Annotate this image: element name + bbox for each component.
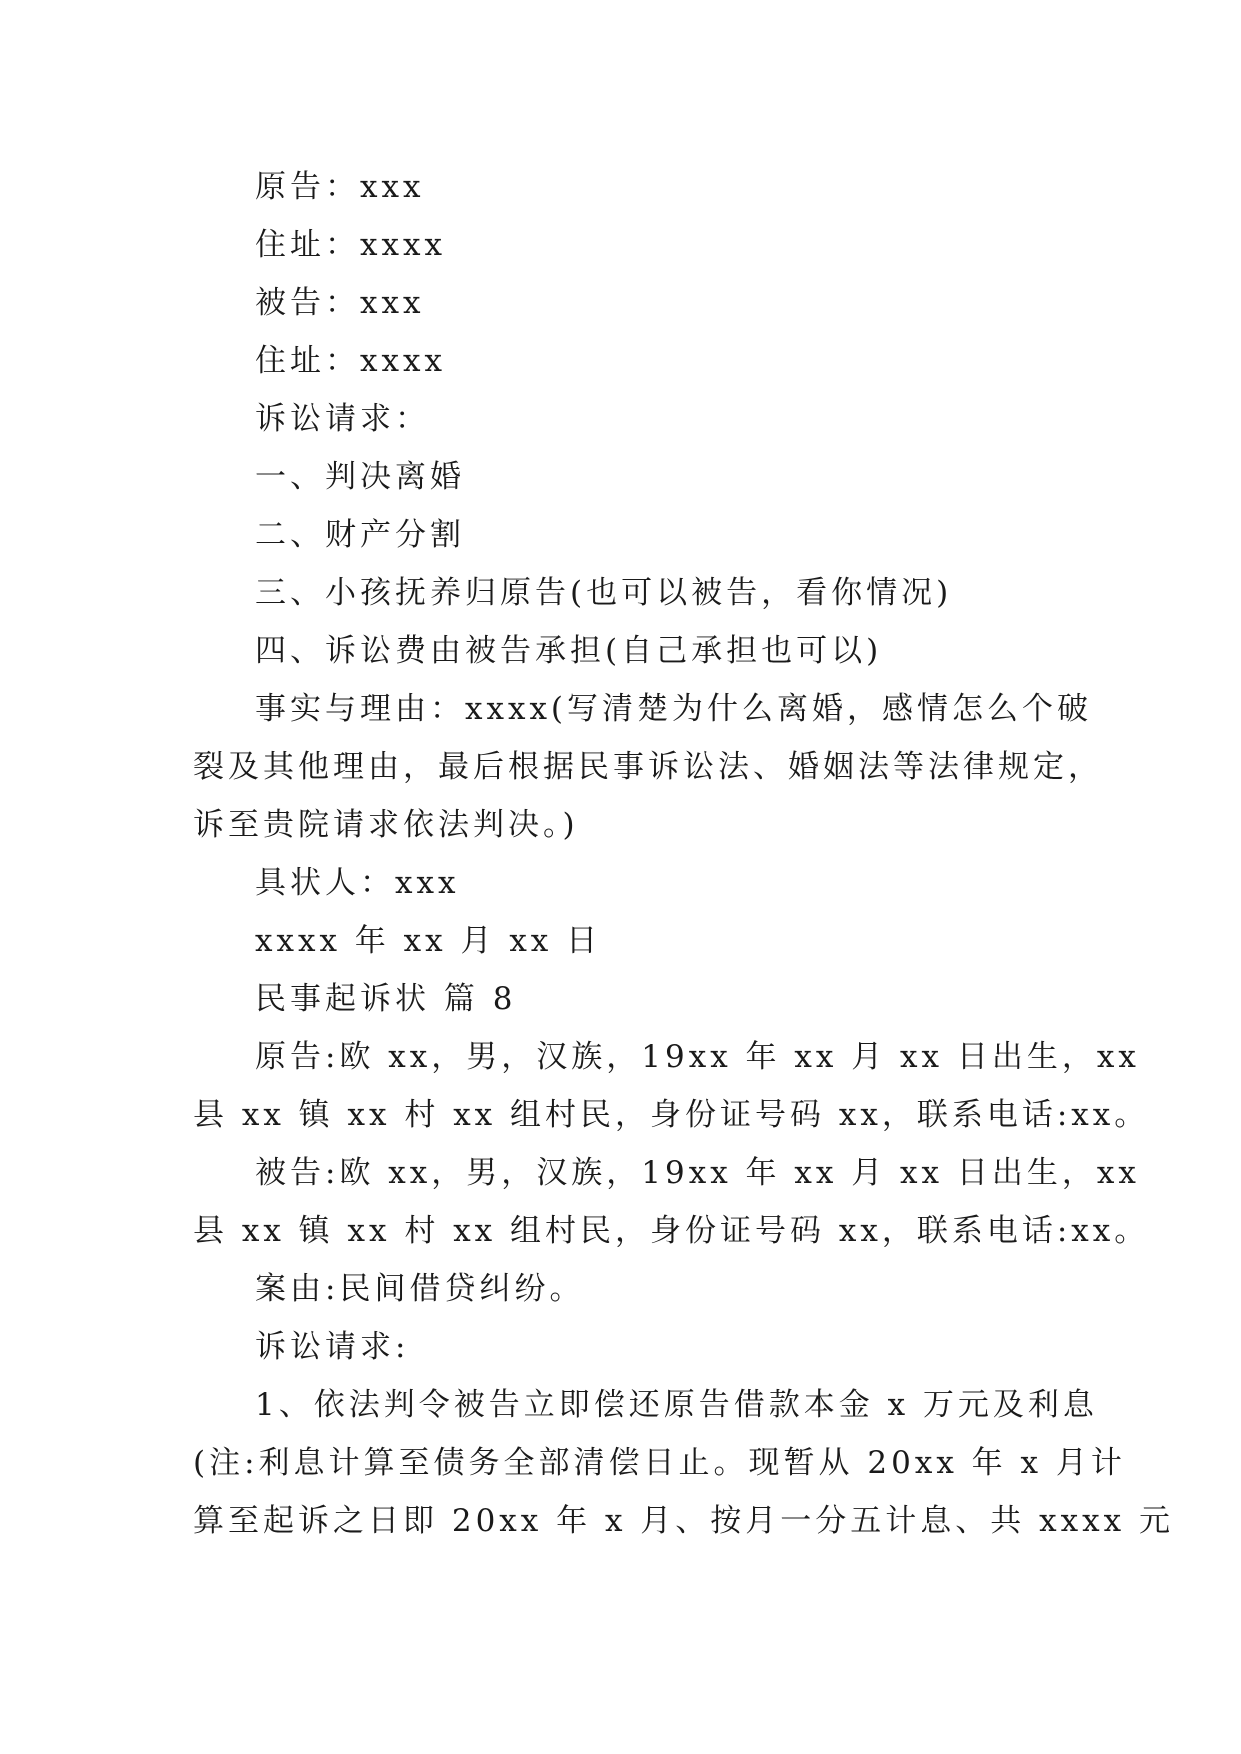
- facts-line-2: 裂及其他理由，最后根据民事诉讼法、婚姻法等法律规定，: [193, 749, 1103, 785]
- claim-1-line-1: 1、依法判令被告立即偿还原告借款本金 x 万元及利息: [255, 1387, 1098, 1423]
- defendant-info-line-2: 县 xx 镇 xx 村 xx 组村民，身份证号码 xx，联系电话:xx。: [193, 1213, 1150, 1249]
- date-line: xxxx 年 xx 月 xx 日: [255, 923, 602, 959]
- document-body: [193, 158, 1174, 1550]
- defendant-address-line: 住址：xxxx: [255, 343, 446, 379]
- facts-line-1: 事实与理由：xxxx(写清楚为什么离婚，感情怎么个破: [255, 691, 1093, 727]
- claim-item-1: 一、判决离婚: [255, 459, 465, 495]
- plaintiff-info-line-1: 原告:欧 xx，男，汉族，19xx 年 xx 月 xx 日出生，xx: [255, 1039, 1140, 1075]
- cause-line: 案由:民间借贷纠纷。: [255, 1271, 585, 1307]
- claims-heading-2: 诉讼请求:: [255, 1329, 410, 1365]
- facts-line-3: 诉至贵院请求依法判决。): [193, 807, 579, 843]
- claim-1-line-2: (注:利息计算至债务全部清偿日止。现暂从 20xx 年 x 月计: [193, 1445, 1126, 1481]
- plaintiff-line: 原告：xxx: [255, 169, 425, 205]
- claim-item-4: 四、诉讼费由被告承担(自己承担也可以): [255, 633, 883, 669]
- signer-line: 具状人：xxx: [255, 865, 460, 901]
- plaintiff-address-line: 住址：xxxx: [255, 227, 446, 263]
- claims-heading: 诉讼请求：: [255, 401, 430, 437]
- defendant-info-line-1: 被告:欧 xx，男，汉族，19xx 年 xx 月 xx 日出生，xx: [255, 1155, 1140, 1191]
- claim-item-3: 三、小孩抚养归原告(也可以被告，看你情况): [255, 575, 953, 611]
- claim-item-2: 二、财产分割: [255, 517, 465, 553]
- plaintiff-info-line-2: 县 xx 镇 xx 村 xx 组村民，身份证号码 xx，联系电话:xx。: [193, 1097, 1150, 1133]
- claim-1-line-3: 算至起诉之日即 20xx 年 x 月、按月一分五计息、共 xxxx 元: [193, 1503, 1174, 1539]
- section-title: 民事起诉状 篇 8: [255, 981, 517, 1017]
- defendant-line: 被告：xxx: [255, 285, 425, 321]
